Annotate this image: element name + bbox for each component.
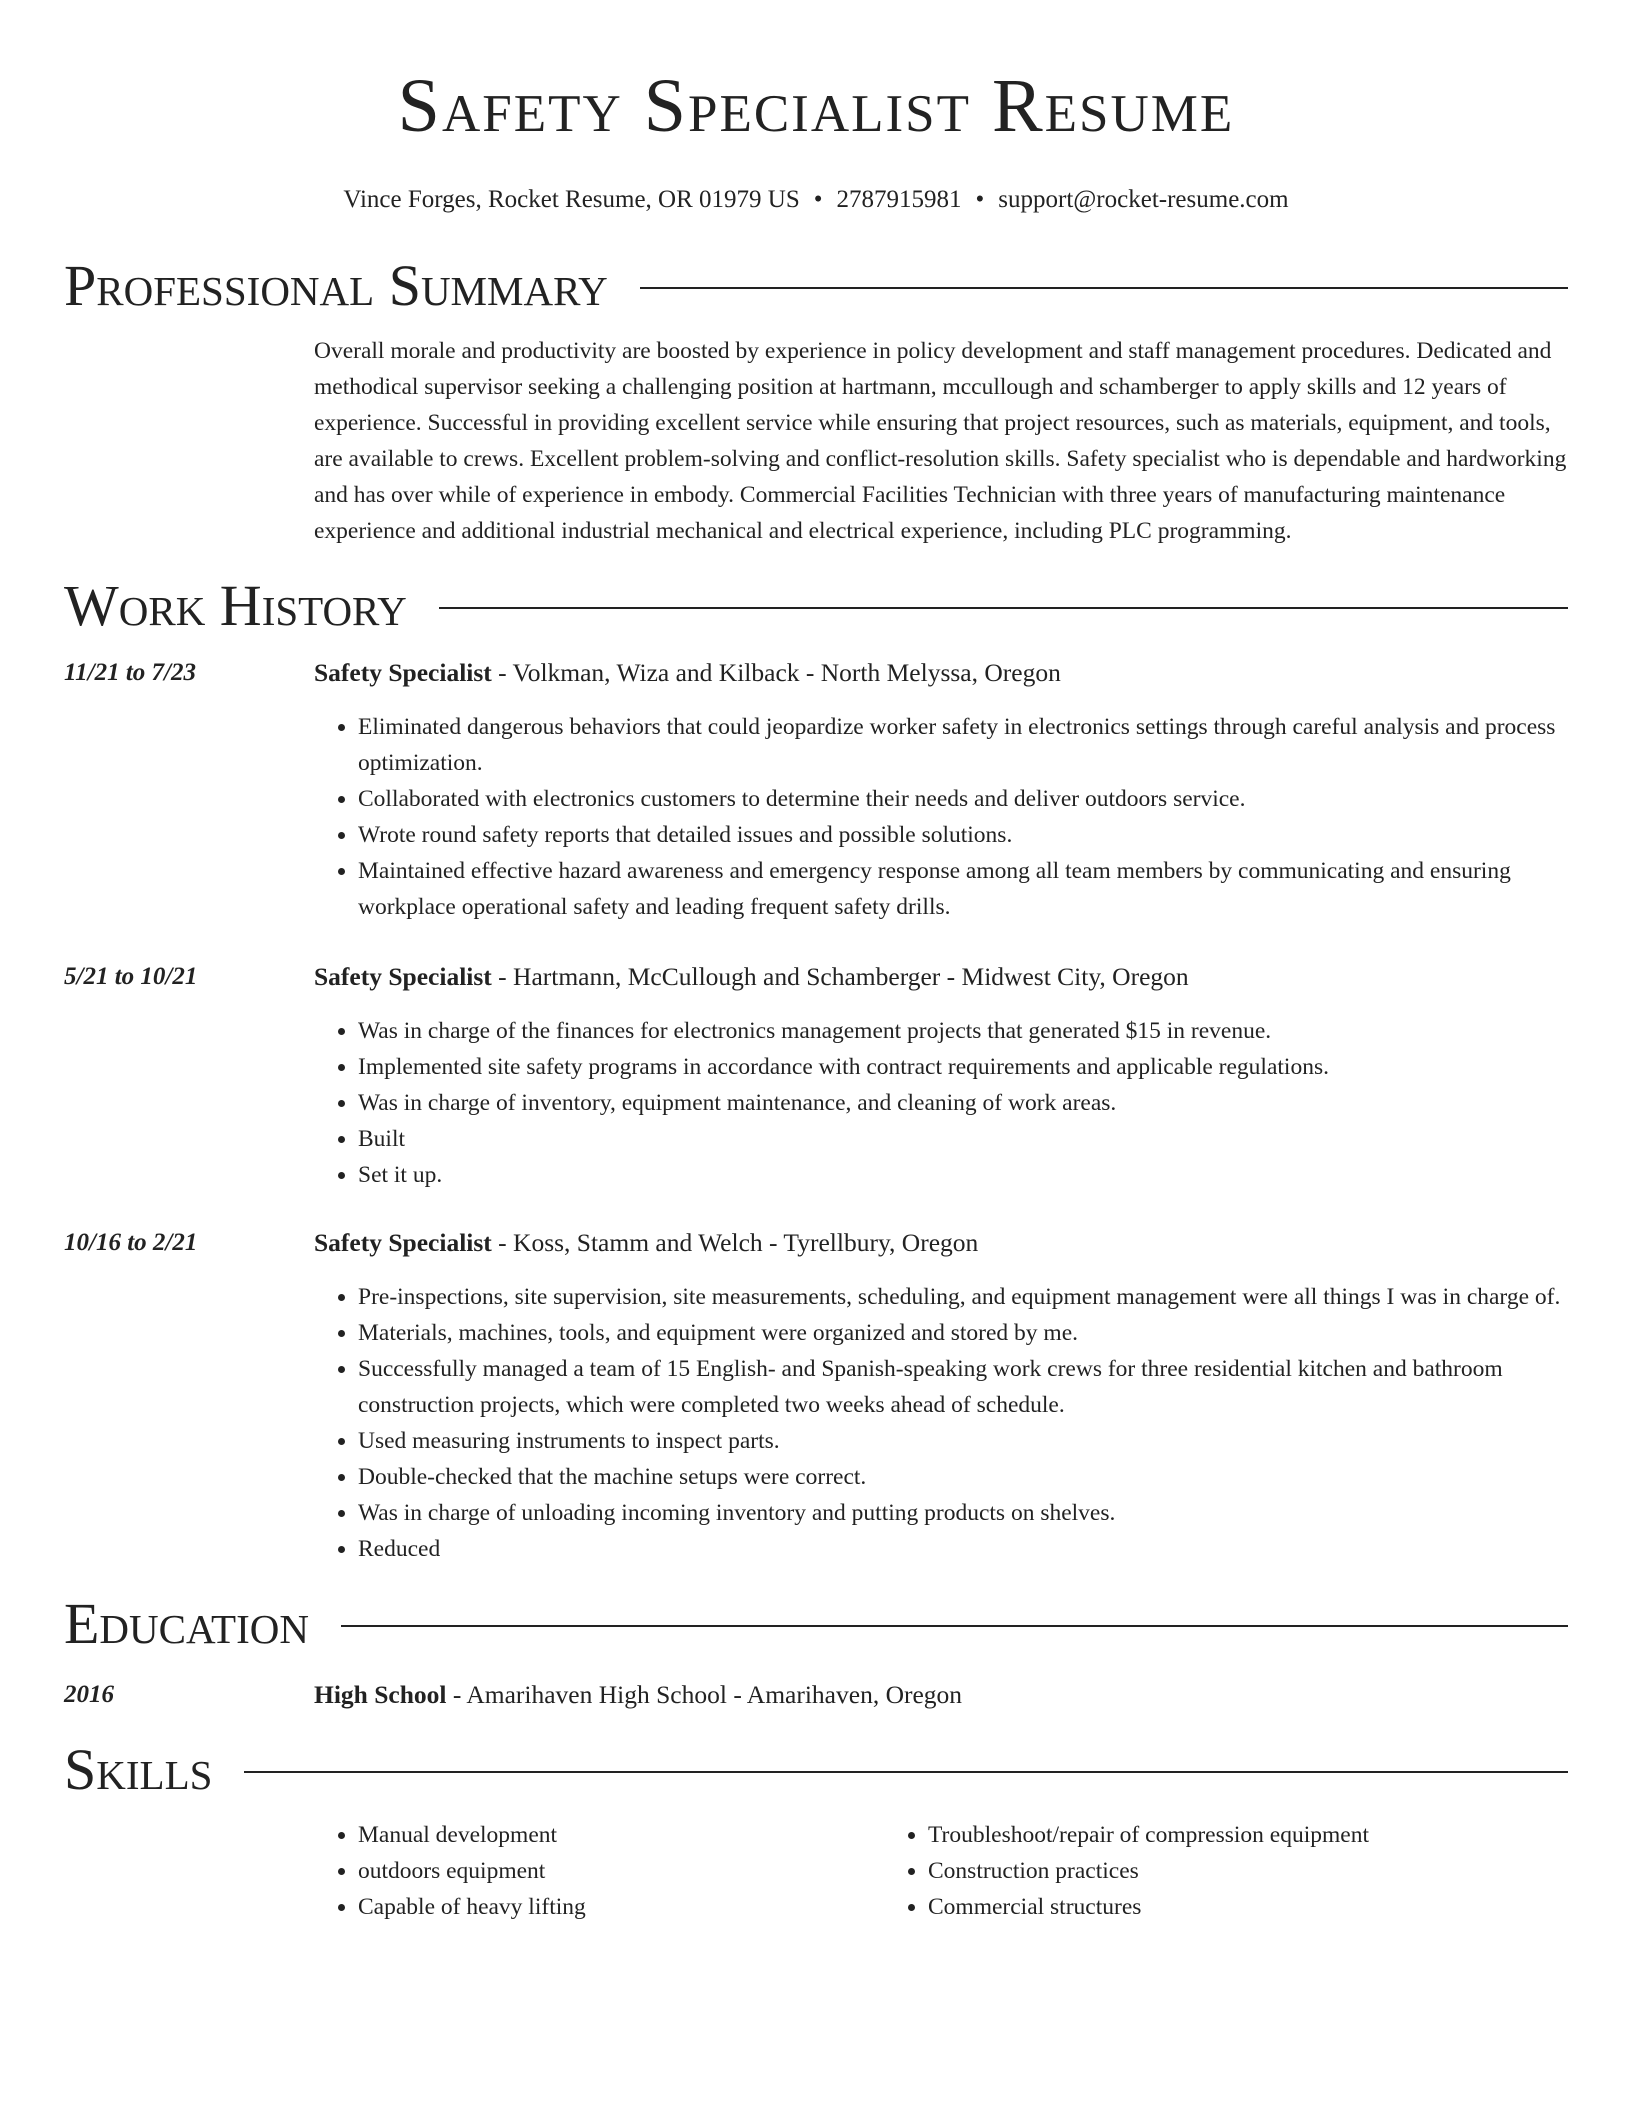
education-degree: High School [314,1680,447,1709]
contact-separator: • [813,186,823,213]
job-heading [314,959,1568,995]
contact-email: support@rocket-resume.com [998,186,1289,213]
contact-separator: • [975,186,985,213]
job-body [314,1225,1568,1567]
job-entry [64,655,1568,925]
section-title-work-history: Work History [64,573,407,638]
section-divider [640,287,1568,289]
job-bullet: • Reduced [358,1531,1568,1567]
section-header-summary [64,251,1568,321]
section-divider [244,1771,1568,1773]
job-bullet: • Eliminated dangerous behaviors that could jeopardize worker safety in electronics settings through careful analysis and process optimization. [358,709,1568,781]
skill-item: • Manual development [358,1817,884,1853]
education-body [314,1677,1568,1713]
contact-address: Vince Forges, Rocket Resume, OR 01979 US [343,186,800,213]
skills-column-right [884,1817,1568,1925]
job-title: Safety Specialist [314,1228,492,1257]
job-bullets [314,709,1568,925]
contact-line [64,183,1568,217]
job-bullet: • Collaborated with electronics customers to determine their needs and deliver outdoors service. [358,781,1568,817]
job-dates: 11/21 to 7/23 [64,659,196,686]
education-school: - Amarihaven High School - Amarihaven, Oregon [446,1680,963,1709]
job-bullet: • Pre-inspections, site supervision, site measurements, scheduling, and equipment management were all things I was in charge of. [358,1279,1568,1315]
job-bullet: • Implemented site safety programs in accordance with contract requirements and applicable regulations. [358,1049,1568,1085]
job-bullet: • Materials, machines, tools, and equipment were organized and stored by me. [358,1315,1568,1351]
job-body [314,959,1568,1193]
job-employer: - Koss, Stamm and Welch - Tyrellbury, Oregon [491,1228,979,1257]
skill-item: • Commercial structures [928,1889,1568,1925]
education-entry [64,1677,1568,1713]
job-bullet: • Successfully managed a team of 15 English- and Spanish-speaking work crews for three residential kitchen and bathroom construction projects, which were completed two weeks ahead of schedule. [358,1351,1568,1423]
job-bullet: • Set it up. [358,1157,1568,1193]
contact-phone: 2787915981 [836,186,962,213]
job-body [314,655,1568,925]
section-divider [341,1625,1568,1627]
job-bullets [314,1279,1568,1567]
job-heading [314,1225,1568,1261]
job-entry [64,959,1568,1193]
education-date: 2016 [64,1681,114,1708]
section-header-skills [64,1735,1568,1805]
job-bullet: • Was in charge of inventory, equipment maintenance, and cleaning of work areas. [358,1085,1568,1121]
section-divider [439,607,1568,609]
job-bullet: • Maintained effective hazard awareness and emergency response among all team members by communicating and ensuring workplace operational safety and leading frequent safety drills. [358,853,1568,925]
skill-item: • outdoors equipment [358,1853,884,1889]
skills-column-left [314,1817,884,1925]
section-header-education [64,1589,1568,1659]
education-heading [314,1677,1568,1713]
section-header-work-history [64,571,1568,641]
job-heading [314,655,1568,691]
job-employer: - Volkman, Wiza and Kilback - North Melyssa, Oregon [491,658,1061,687]
skills-list [314,1817,1568,1925]
job-bullets [314,1013,1568,1193]
skill-item: • Capable of heavy lifting [358,1889,884,1925]
resume-title: Safety Specialist Resume [397,64,1235,148]
skill-item: • Construction practices [928,1853,1568,1889]
summary-paragraph: Overall morale and productivity are boosted by experience in policy development and staff management procedures. Dedicated and methodical supervisor seeking a challenging position at hartmann, mccullough and schamberger to apply skills and 12 years of experience. Successful in providing excellent service while ensuring that project resources, such as materials, equipment, and tools, are available to crews. Excellent problem-solving and conflict-resolution skills. Safety specialist who is dependable and hardworking and has over while of experience in embody. Commercial Facilities Technician with three years of manufacturing maintenance experience and additional industrial mechanical and electrical experience, including PLC programming. [314,338,1567,544]
job-bullet: • Was in charge of the finances for electronics management projects that generated $15 in revenue. [358,1013,1568,1049]
section-title-skills: Skills [64,1737,213,1802]
job-bullet: • Built [358,1121,1568,1157]
job-bullet: • Wrote round safety reports that detailed issues and possible solutions. [358,817,1568,853]
job-bullet: • Used measuring instruments to inspect parts. [358,1423,1568,1459]
section-title-education: Education [64,1591,309,1656]
job-bullet: • Was in charge of unloading incoming inventory and putting products on shelves. [358,1495,1568,1531]
job-title: Safety Specialist [314,658,492,687]
skill-item: • Troubleshoot/repair of compression equipment [928,1817,1568,1853]
section-title-summary: Professional Summary [64,253,608,318]
job-dates: 10/16 to 2/21 [64,1229,198,1256]
job-title: Safety Specialist [314,962,492,991]
job-bullet: • Double-checked that the machine setups were correct. [358,1459,1568,1495]
job-entry [64,1225,1568,1567]
job-dates: 5/21 to 10/21 [64,963,198,990]
job-employer: - Hartmann, McCullough and Schamberger - Midwest City, Oregon [491,962,1189,991]
